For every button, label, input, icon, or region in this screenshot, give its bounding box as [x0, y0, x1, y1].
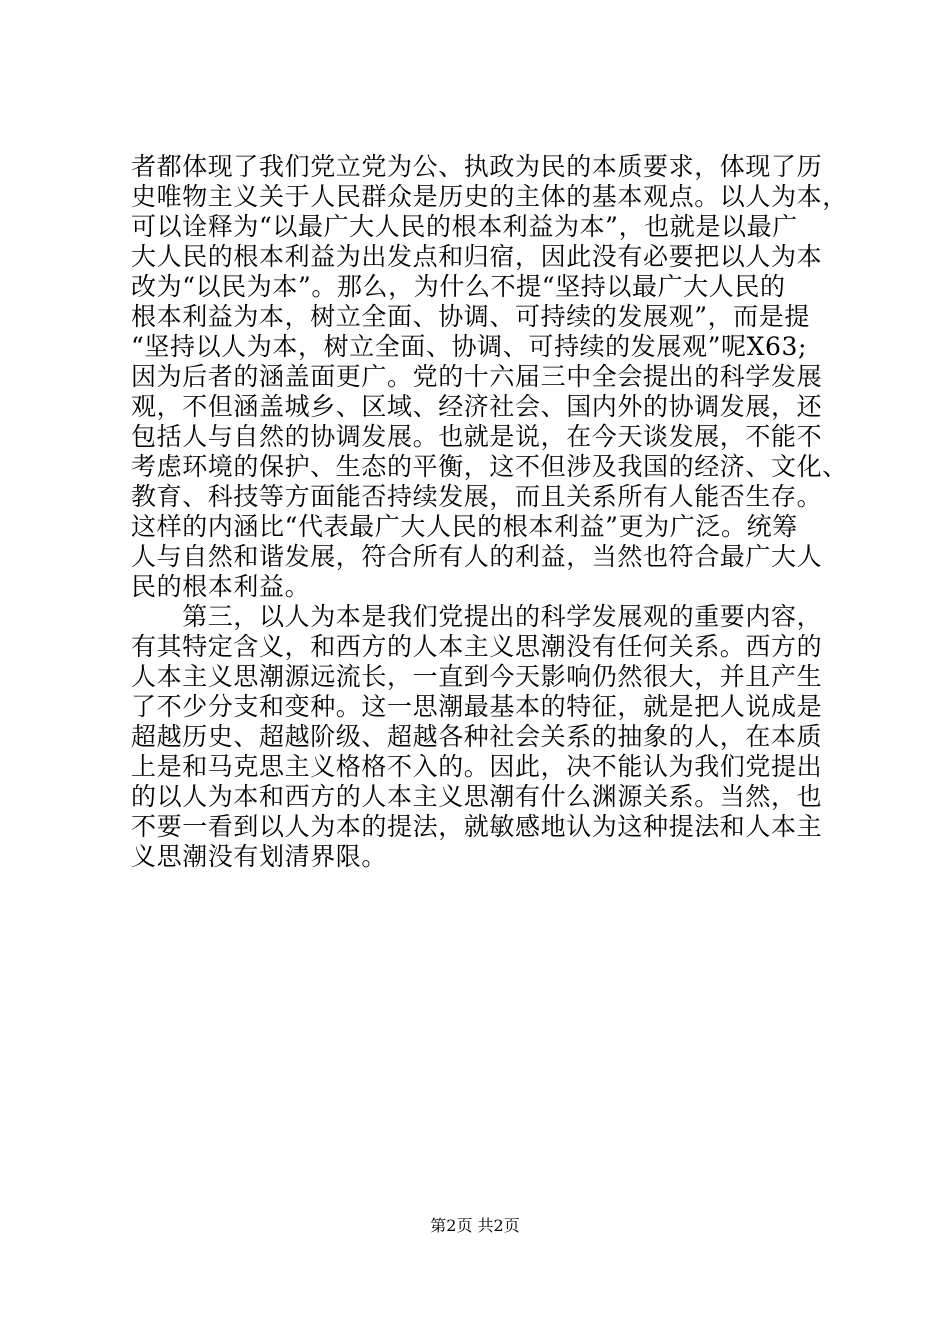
text-line: 因为后者的涵盖面更广。党的十六届三中全会提出的科学发展	[131, 362, 823, 391]
text-line: 者都体现了我们党立党为公、执政为民的本质要求，体现了历	[131, 152, 823, 181]
text-line: 民的根本利益。	[131, 572, 311, 601]
text-line: 大人民的根本利益为出发点和归宿，因此没有必要把以人为本	[131, 242, 823, 271]
text-line: 教育、科技等方面能否持续发展，而且关系所有人能否生存。	[131, 482, 823, 511]
text-line: 这样的内涵比“代表最广大人民的根本利益”更为广泛。统筹	[131, 512, 798, 541]
text-line: 超越历史、超越阶级、超越各种社会关系的抽象的人，在本质	[131, 722, 823, 751]
text-line: 了不少分支和变种。这一思潮最基本的特征，就是把人说成是	[131, 692, 823, 721]
text-line: 的以人为本和西方的人本主义思潮有什么渊源关系。当然，也	[131, 782, 823, 811]
text-line: 可以诠释为“以最广大人民的根本利益为本”，也就是以最广	[131, 212, 798, 241]
text-line: “坚持以人为本，树立全面、协调、可持续的发展观”呢X63;	[131, 332, 807, 361]
text-line: 根本利益为本，树立全面、协调、可持续的发展观”，而是提	[131, 302, 810, 331]
text-line: 包括人与自然的协调发展。也就是说，在今天谈发展，不能不	[131, 422, 823, 451]
text-line: 第三，以人为本是我们党提出的科学发展观的重要内容，	[131, 602, 823, 631]
page-number-footer: 第2页 共2页	[430, 1216, 520, 1235]
text-line: 史唯物主义关于人民群众是历史的主体的基本观点。以人为本，	[131, 182, 848, 211]
text-line: 人本主义思潮源远流长，一直到今天影响仍然很大，并且产生	[131, 662, 823, 691]
text-line: 上是和马克思主义格格不入的。因此，决不能认为我们党提出	[131, 752, 823, 781]
text-line: 义思潮没有划清界限。	[131, 842, 388, 871]
body-text	[131, 152, 848, 872]
text-line: 有其特定含义，和西方的人本主义思潮没有任何关系。西方的	[131, 632, 823, 661]
text-line: 考虑环境的保护、生态的平衡，这不但涉及我国的经济、文化、	[131, 452, 848, 481]
text-line: 观，不但涵盖城乡、区域、经济社会、国内外的协调发展，还	[131, 392, 823, 421]
text-line: 不要一看到以人为本的提法，就敏感地认为这种提法和人本主	[131, 812, 823, 841]
text-line: 人与自然和谐发展，符合所有人的利益，当然也符合最广大人	[131, 542, 823, 571]
text-line: 改为“以民为本”。那么，为什么不提“坚持以最广大人民的	[131, 272, 786, 301]
